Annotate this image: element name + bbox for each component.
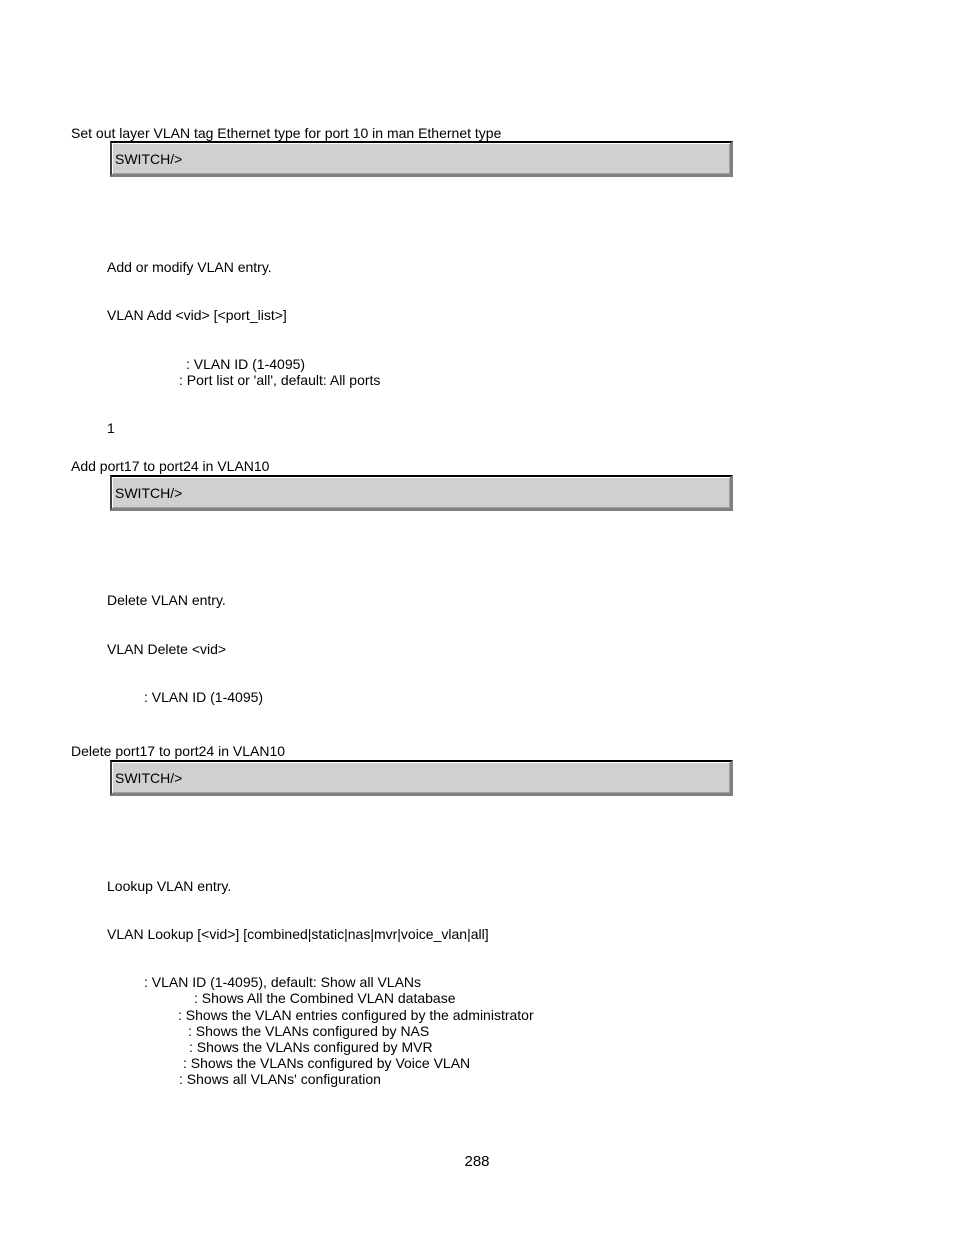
- page-number: 288: [464, 1153, 490, 1170]
- command-prompt-box: [110, 475, 733, 511]
- description-text: Add or modify VLAN entry.: [107, 259, 272, 275]
- example-caption: Set out layer VLAN tag Ethernet type for port 10 in man Ethernet type: [71, 125, 502, 141]
- example-caption: Delete port17 to port24 in VLAN10: [71, 743, 286, 759]
- param-all: : Shows all VLANs' configuration: [179, 1071, 381, 1087]
- param-static: : Shows the VLAN entries configured by the administrator: [178, 1007, 534, 1023]
- syntax-text: VLAN Add <vid> [<port_list>]: [107, 307, 287, 323]
- syntax-text: VLAN Lookup [<vid>] [combined|static|nas|mvr|voice_vlan|all]: [107, 926, 489, 942]
- param-vid: : VLAN ID (1-4095): [186, 356, 306, 372]
- param-port-list: : Port list or 'all', default: All ports: [179, 372, 381, 388]
- param-combined: : Shows All the Combined VLAN database: [194, 990, 456, 1006]
- example-caption: Add port17 to port24 in VLAN10: [71, 458, 270, 474]
- prompt-text: SWITCH/>: [115, 485, 183, 501]
- param-mvr: : Shows the VLANs configured by MVR: [189, 1039, 433, 1055]
- command-prompt-box: [110, 760, 733, 796]
- param-voice-vlan: : Shows the VLANs configured by Voice VLAN: [183, 1055, 471, 1071]
- prompt-text: SWITCH/>: [115, 151, 183, 167]
- param-vid: : VLAN ID (1-4095): [144, 689, 264, 705]
- syntax-text: VLAN Delete <vid>: [107, 641, 227, 657]
- param-vid: : VLAN ID (1-4095), default: Show all VLANs: [144, 974, 422, 990]
- command-prompt-box: [110, 141, 733, 177]
- default-value: 1: [107, 420, 115, 436]
- description-text: Lookup VLAN entry.: [107, 878, 232, 894]
- prompt-text: SWITCH/>: [115, 770, 183, 786]
- param-nas: : Shows the VLANs configured by NAS: [188, 1023, 430, 1039]
- description-text: Delete VLAN entry.: [107, 592, 226, 608]
